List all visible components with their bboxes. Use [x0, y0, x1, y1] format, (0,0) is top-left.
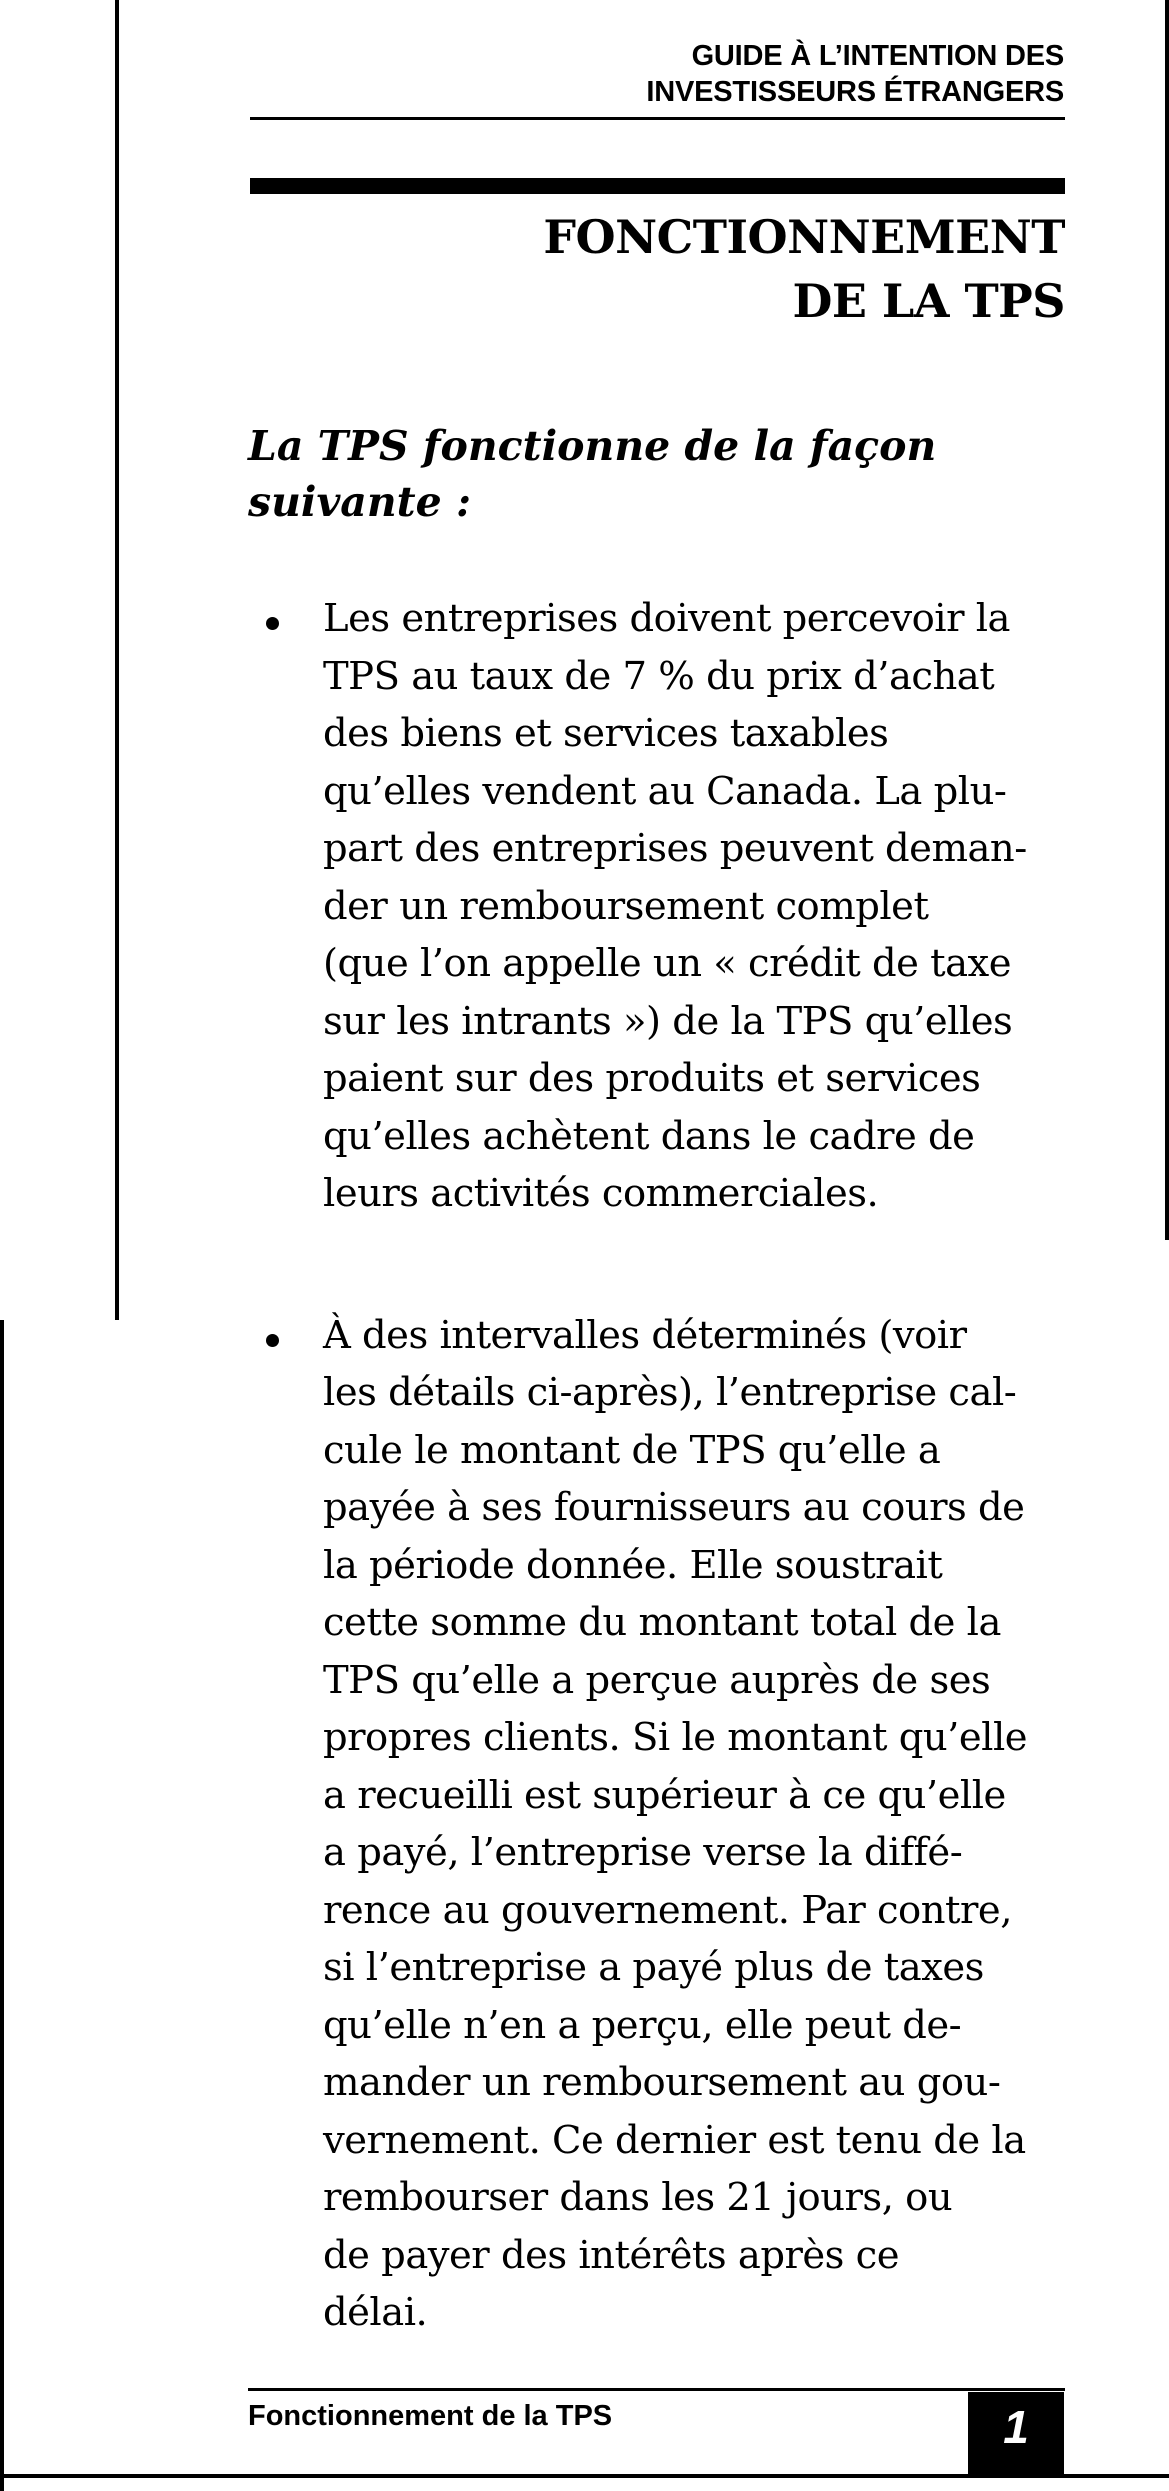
scan-border-right [1165, 0, 1169, 1240]
bullet-1-line: des biens et services taxables [323, 711, 889, 756]
section-title [365, 205, 1065, 333]
bullet-2-line: qu’elle n’en a perçu, elle peut de- [323, 2002, 962, 2048]
bullet-1-line: der un remboursement complet [323, 883, 929, 929]
section-title-line-2: DE LA TPS [792, 274, 1065, 328]
bullet-list [248, 590, 1068, 2426]
bullet-2-line: rembourser dans les 21 jours, ou [323, 2175, 953, 2220]
bullet-1-line: TPS au taux de 7 % du prix d’achat [323, 653, 995, 699]
bullet-2-line: a payé, l’entreprise verse la diffé- [323, 1830, 963, 1875]
bullet-1-line: paient sur des produits et services [323, 1056, 981, 1101]
running-header-line-2: INVESTISSEURS ÉTRANGERS [646, 76, 1064, 108]
running-footer: Fonctionnement de la TPS [248, 2400, 613, 2432]
bullet-item-2 [248, 1307, 1068, 2342]
page-number: 1 [1003, 2401, 1029, 2453]
section-divider [250, 178, 1065, 194]
bullet-2-line: de payer des intérêts après ce [323, 2232, 900, 2278]
bullet-2-line: a recueilli est supérieur à ce qu’elle [323, 1772, 1006, 1818]
section-title-line-1: FONCTIONNEMENT [543, 210, 1065, 264]
bullet-1-line: sur les intrants ») de la TPS qu’elles [323, 998, 1013, 1044]
bullet-2-line: rence au gouvernement. Par contre, [323, 1887, 1012, 1933]
intro-line-2: suivante : [248, 478, 472, 526]
scan-border-left [115, 0, 119, 1320]
header-rule [250, 117, 1065, 120]
bullet-item-1 [248, 590, 1068, 1223]
bullet-2-line: si l’entreprise a payé plus de taxes [323, 1945, 984, 1990]
bullet-2-line: propres clients. Si le montant qu’elle [323, 1715, 1028, 1760]
bullet-1-line: qu’elles vendent au Canada. La plu- [323, 768, 1007, 814]
bullet-1-line: qu’elles achètent dans le cadre de [323, 1113, 975, 1159]
bullet-1-line: Les entreprises doivent percevoir la [323, 596, 1010, 641]
bullet-2-line: vernement. Ce dernier est tenu de la [323, 2117, 1026, 2163]
bullet-2-line: TPS qu’elle a perçue auprès de ses [323, 1657, 991, 1703]
bullet-2-line: délai. [323, 2290, 428, 2335]
scan-border-left-lower [0, 1320, 4, 2491]
bullet-2-line: cette somme du montant total de la [323, 1600, 1001, 1645]
bullet-icon [266, 1334, 279, 1347]
bullet-icon [266, 617, 279, 630]
footer-rule [248, 2388, 1065, 2391]
bullet-2-line: la période donnée. Elle soustrait [323, 1542, 943, 1588]
running-header [464, 38, 1064, 110]
intro-line-1: La TPS fonctionne de la façon [248, 422, 937, 470]
scan-border-bottom [0, 2474, 1169, 2478]
bullet-2-line: les détails ci-après), l’entreprise cal- [323, 1370, 1017, 1415]
bullet-2-line: À des intervalles déterminés (voir [323, 1312, 967, 1358]
bullet-1-line: leurs activités commerciales. [323, 1171, 879, 1216]
bullet-2-line: payée à ses fournisseurs au cours de [323, 1485, 1025, 1530]
bullet-2-line: mander un remboursement au gou- [323, 2060, 1001, 2105]
bullet-2-line: cule le montant de TPS qu’elle a [323, 1427, 941, 1473]
page-number-box [968, 2392, 1064, 2474]
running-header-line-1: GUIDE À L’INTENTION DES [691, 40, 1064, 72]
bullet-1-line: part des entreprises peuvent deman- [323, 826, 1027, 871]
bullet-1-line: (que l’on appelle un « crédit de taxe [323, 941, 1012, 986]
intro-heading [248, 418, 1048, 530]
